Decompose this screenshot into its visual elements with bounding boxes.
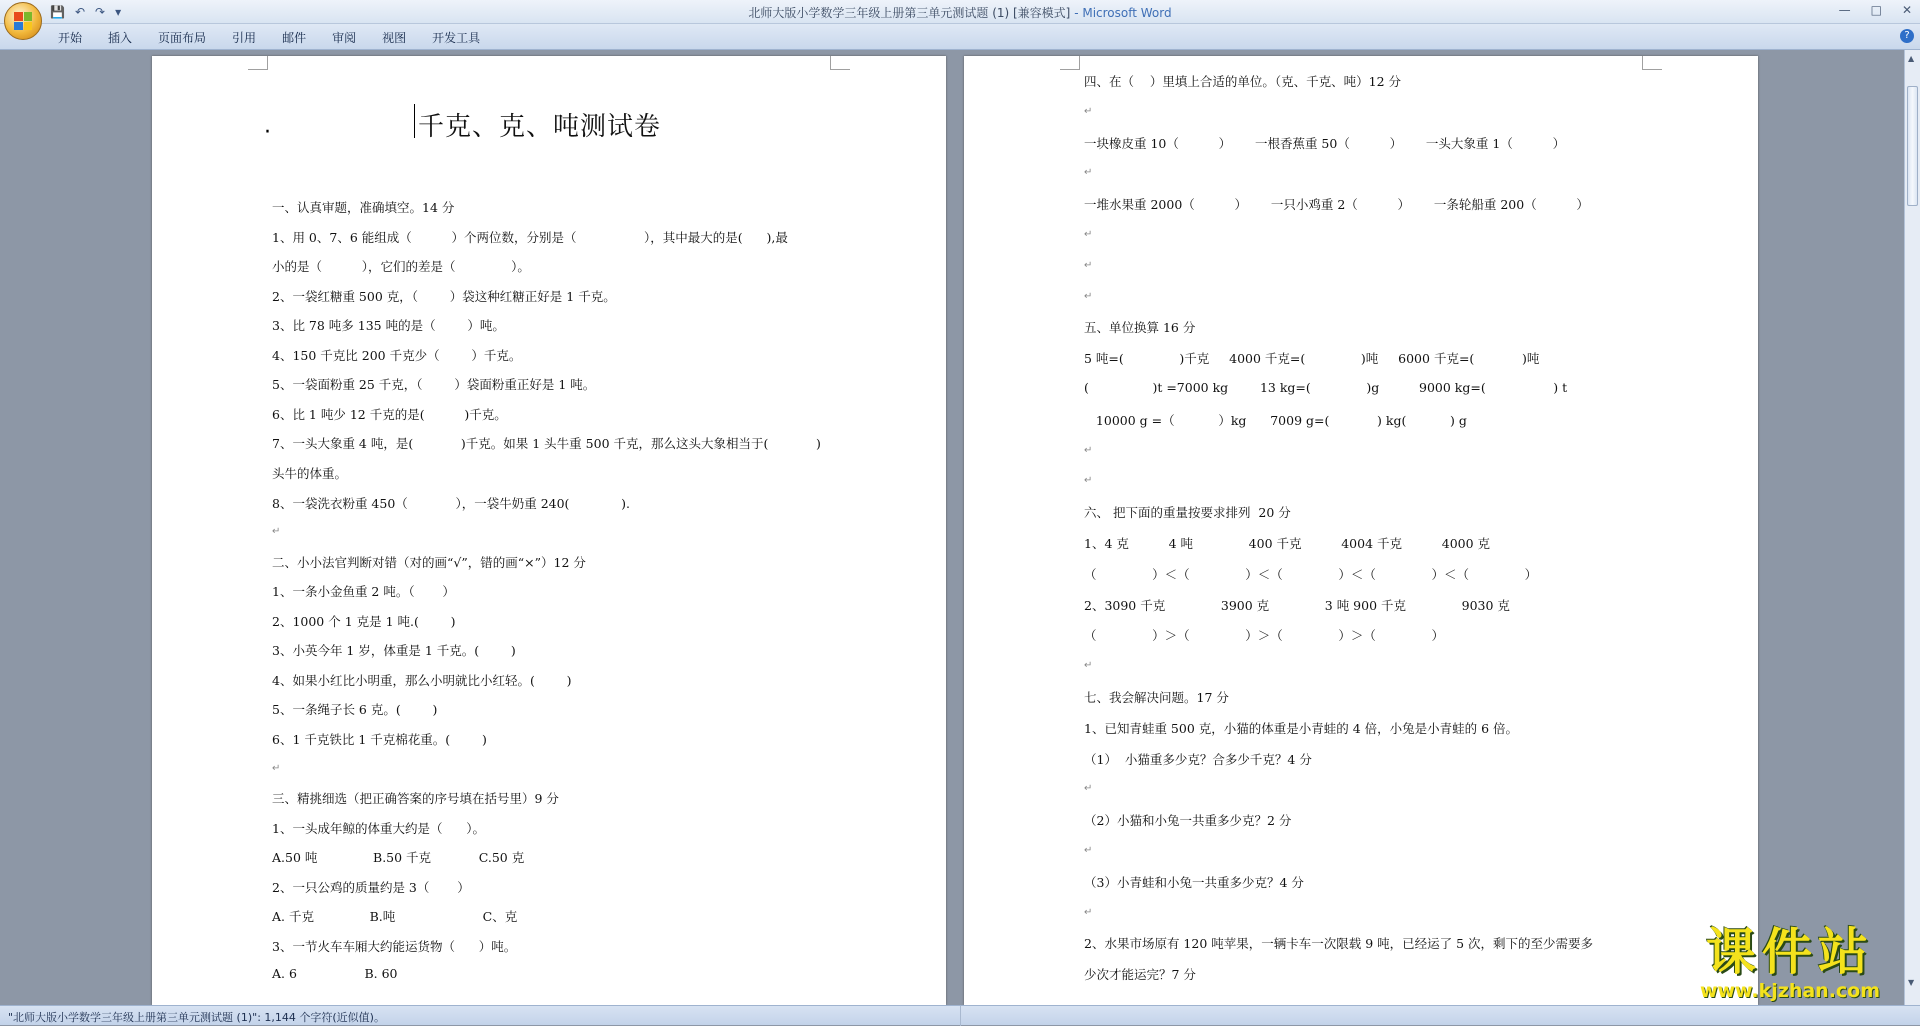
text-line: 6、1 千克铁比 1 千克棉花重。( ) [272, 732, 487, 747]
paragraph-mark-icon: ↵ [1084, 290, 1093, 302]
document-page-1[interactable] [152, 56, 946, 1005]
minimize-button[interactable]: — [1838, 3, 1851, 17]
text-line: 少次才能运完？7 分 [1084, 967, 1196, 983]
text-line: 1、已知青蛙重 500 克，小猫的体重是小青蛙的 4 倍，小兔是小青蛙的 6 倍。 [1084, 720, 1519, 736]
text-line: 10000 g =（ ）kg 7009 g=( ) kg( ) g [1084, 412, 1467, 428]
paragraph-mark-icon: ↵ [1084, 783, 1093, 795]
customize-qat-icon[interactable]: ▾ [115, 5, 122, 19]
document-name: 北师大版小学数学三年级上册第三单元测试题 (1) [兼容模式] [748, 6, 1071, 20]
text-line: （ ）＞（ ）＞（ ）＞（ ） [1084, 628, 1445, 644]
text-line: 五、单位换算 16 分 [1084, 320, 1196, 336]
text-line: 5 吨=( )千克 4000 千克=( )吨 6000 千克=( )吨 [1084, 351, 1540, 367]
paragraph-mark-icon: ↵ [1084, 167, 1093, 179]
text-line: 3、一节火车车厢大约能运货物（ ）吨。 [272, 938, 517, 954]
close-button[interactable]: ✕ [1901, 3, 1912, 17]
text-line: （3）小青蛙和小兔一共重多少克？4 分 [1084, 874, 1304, 890]
tab-home[interactable]: 开始 [58, 31, 83, 45]
text-line: 3、小英今年 1 岁，体重是 1 千克。( ) [272, 643, 516, 659]
text-line: 4、150 千克比 200 千克少（ ）千克。 [272, 347, 522, 363]
text-line: 2、水果市场原有 120 吨苹果，一辆卡车一次限载 9 吨，已经运了 5 次，剩下的至少需要多 [1084, 936, 1594, 952]
help-icon[interactable]: ? [1900, 29, 1914, 43]
office-button[interactable] [4, 2, 42, 40]
paragraph-mark-icon: ↵ [1084, 229, 1093, 240]
text-line: 7、一头大象重 4 吨，是( )千克。如果 1 头牛重 500 千克，那么这头大象相当于( ) [272, 436, 821, 452]
undo-icon[interactable]: ↶ [74, 5, 86, 19]
tab-insert[interactable]: 插入 [108, 31, 133, 45]
paragraph-mark-icon: ↵ [1084, 475, 1093, 487]
text-line: 七、我会解决问题。17 分 [1084, 690, 1229, 705]
ribbon-tabs [58, 29, 506, 46]
paragraph-mark-icon: ↵ [1084, 259, 1093, 271]
text-line: A.50 吨 B.50 千克 C.50 克 [272, 850, 525, 866]
ribbon [0, 24, 1920, 50]
margin-corner-mark [830, 56, 850, 70]
paragraph-mark-icon: ↵ [272, 762, 281, 774]
watermark-text: 课件站 [1706, 923, 1874, 981]
text-line: 5、一袋面粉重 25 千克，（ ）袋面粉重正好是 1 吨。 [272, 377, 596, 393]
text-line: 1、一头成年鲸的体重大约是（ ）。 [272, 820, 486, 836]
text-line: 六、 把下面的重量按要求排列 20 分 [1084, 505, 1291, 521]
text-line: 小的是（ ），它们的差是（ ）。 [272, 259, 530, 275]
margin-corner-mark [1642, 56, 1662, 70]
redo-icon[interactable]: ↷ [95, 5, 106, 19]
paragraph-mark-icon: ↵ [1084, 105, 1093, 117]
page-title: 千克、克、吨测试卷 [418, 112, 662, 142]
office-logo-icon [14, 12, 32, 30]
text-line: 一块橡皮重 10（ ） 一根香蕉重 50（ ） 一头大象重 1（ ） [1084, 135, 1566, 151]
tab-mailings[interactable]: 邮件 [282, 31, 307, 45]
scroll-up-icon[interactable]: ▲ [1908, 54, 1915, 63]
document-workspace [0, 50, 1904, 1005]
paragraph-mark-icon: ↵ [272, 526, 281, 538]
text-line: （1） 小猫重多少克？合多少千克？4 分 [1084, 751, 1312, 767]
text-line: （ ）＜（ ）＜（ ）＜（ ）＜（ ） [1084, 566, 1538, 582]
tab-references[interactable]: 引用 [232, 31, 257, 45]
tab-developer[interactable]: 开发工具 [432, 31, 481, 45]
text-line: ( )t =7000 kg 13 kg=( )g 9000 kg=( ) t [1084, 380, 1568, 395]
status-text: "北师大版小学数学三年级上册第三单元测试题 (1)": 1,144 个字符(近似值)。 [8, 1011, 385, 1024]
text-line: 头牛的体重。 [272, 466, 348, 481]
text-line: 二、小小法官判断对错（对的画“√”，错的画“×”）12 分 [272, 554, 586, 570]
text-line: 2、3090 千克 3900 克 3 吨 900 千克 9030 克 [1084, 597, 1510, 613]
paragraph-mark-icon: ↵ [1084, 660, 1093, 672]
margin-corner-mark [1060, 56, 1080, 70]
tab-review[interactable]: 审阅 [332, 31, 357, 45]
tab-page-layout[interactable]: 页面布局 [158, 31, 207, 45]
text-line: 4、如果小红比小明重，那么小明就比小红轻。( ) [272, 672, 572, 688]
text-line: A. 千克 B.吨 C、克 [272, 909, 518, 925]
text-line: 2、1000 个 1 克是 1 吨.( ) [272, 613, 456, 629]
text-line: 2、一只公鸡的质量约是 3（ ） [272, 879, 470, 895]
tab-view[interactable]: 视图 [382, 31, 407, 45]
text-line: 1、4 克 4 吨 400 千克 4004 千克 4000 克 [1084, 536, 1491, 551]
vertical-scrollbar[interactable] [1904, 50, 1920, 1005]
watermark-logo [1670, 924, 1910, 1002]
text-cursor [414, 104, 415, 138]
paragraph-mark-icon: ↵ [1084, 845, 1093, 856]
text-line: 三、精挑细选（把正确答案的序号填在括号里）9 分 [272, 791, 559, 807]
status-bar [0, 1005, 1920, 1025]
text-line: 一、认真审题，准确填空。14 分 [272, 200, 455, 215]
scroll-down-icon[interactable]: ▼ [1908, 978, 1915, 987]
bullet-mark: · [264, 120, 271, 145]
text-line: 5、一条绳子长 6 克。( ) [272, 702, 438, 718]
scrollbar-thumb[interactable] [1907, 86, 1918, 206]
text-line: （2）小猫和小兔一共重多少克？2 分 [1084, 813, 1292, 829]
window-title [0, 4, 1920, 21]
text-line: 2、一袋红糖重 500 克，（ ）袋这种红糖正好是 1 千克。 [272, 288, 616, 304]
text-line: 1、一条小金鱼重 2 吨。（ ） [272, 584, 455, 600]
status-divider [960, 1006, 961, 1026]
text-line: A. 6 B. 60 [272, 966, 398, 982]
text-line: 8、一袋洗衣粉重 450（ ），一袋牛奶重 240( ). [272, 495, 630, 511]
text-line: 3、比 78 吨多 135 吨的是（ ）吨。 [272, 318, 505, 334]
application-name: - Microsoft Word [1070, 6, 1172, 20]
watermark-url: www.kjzhan.com [1699, 980, 1881, 1002]
maximize-button[interactable]: □ [1870, 3, 1882, 17]
text-line: 1、用 0、7、6 能组成（ ）个两位数，分别是（ ），其中最大的是( ),最 [272, 229, 788, 245]
margin-corner-mark [248, 56, 268, 70]
text-line: 6、比 1 吨少 12 千克的是( )千克。 [272, 406, 507, 422]
window-controls [1839, 3, 1912, 17]
text-line: 一堆水果重 2000（ ） 一只小鸡重 2（ ） 一条轮船重 200（ ） [1084, 197, 1589, 213]
title-bar [0, 0, 1920, 24]
paragraph-mark-icon: ↵ [1084, 906, 1093, 918]
text-line: 四、在（ ）里填上合适的单位。（克、千克、吨）12 分 [1084, 74, 1402, 89]
paragraph-mark-icon: ↵ [1084, 444, 1093, 456]
save-icon[interactable]: 💾 [50, 5, 65, 19]
document-page-2[interactable] [964, 56, 1758, 1005]
